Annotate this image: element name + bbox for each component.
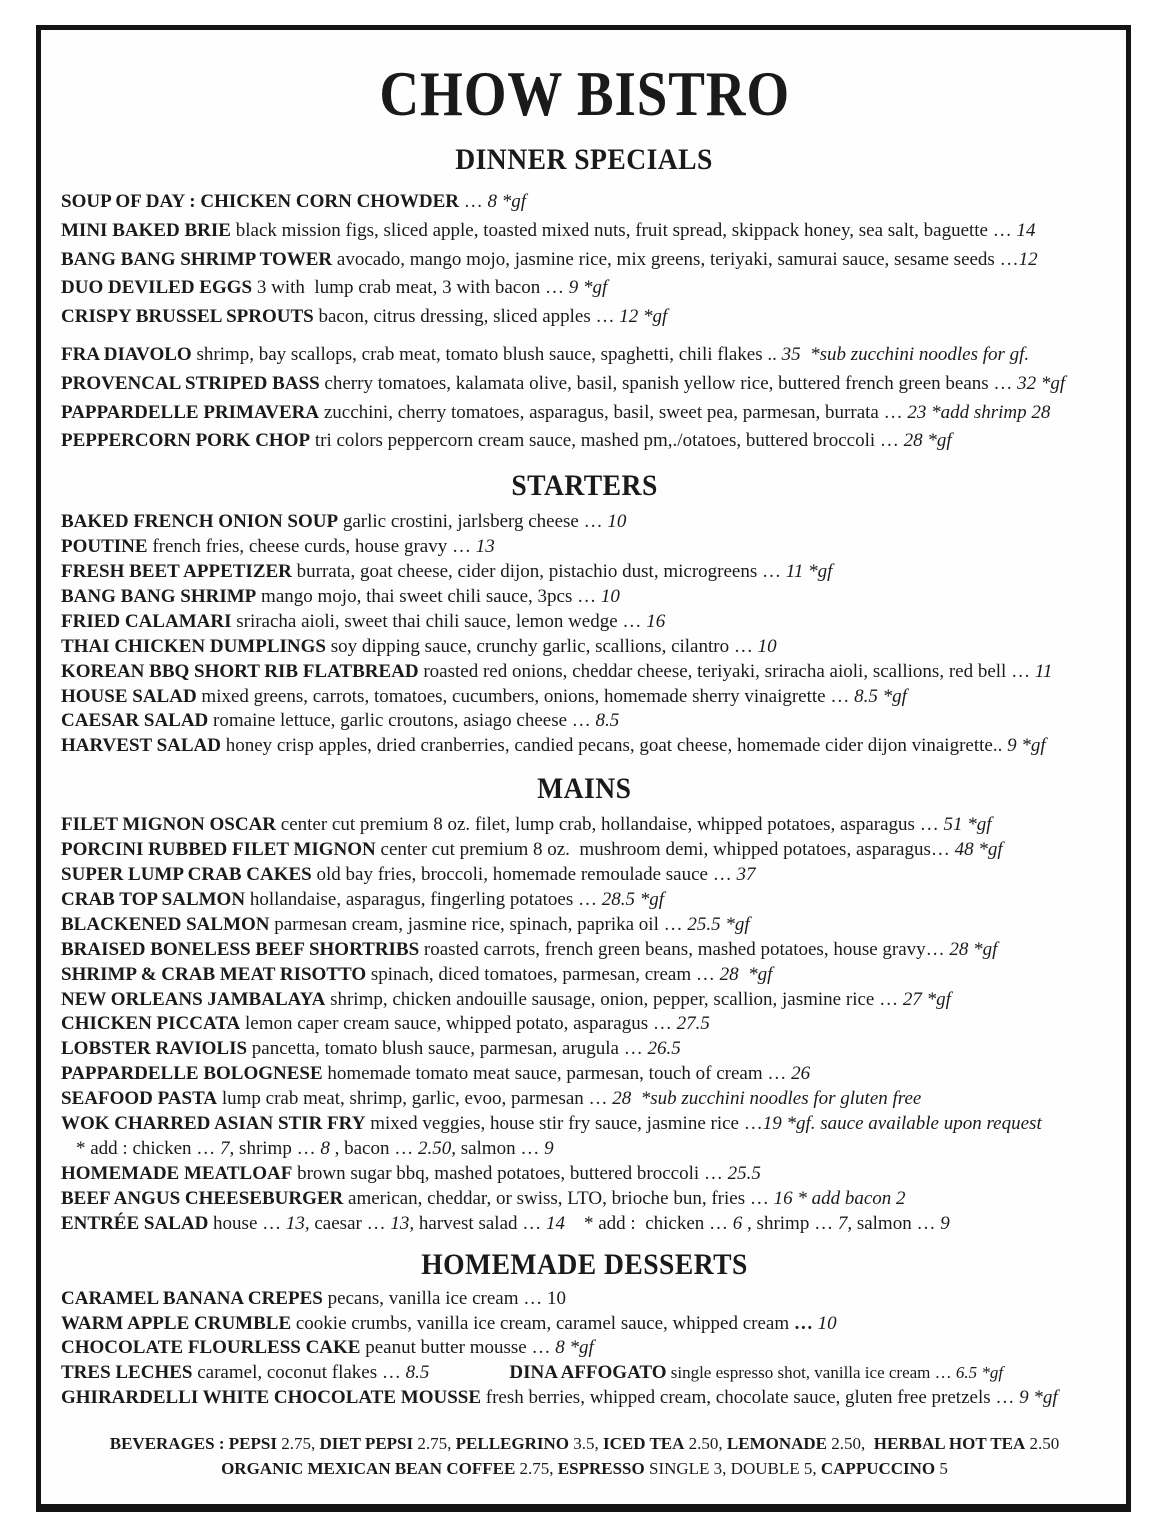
menu-text-segment: 2.75, xyxy=(515,1459,558,1479)
menu-text-segment: avocado, mango mojo, jasmine rice, mix greens, teriyaki, samurai sauce, sesame seeds … xyxy=(332,248,1019,270)
menu-text-segment: BEEF ANGUS CHEESEBURGER xyxy=(61,1187,344,1209)
menu-item-line xyxy=(61,1162,1108,1187)
menu-text-segment: pecans, vanilla ice cream … 10 xyxy=(322,1287,567,1309)
menu-item-line xyxy=(61,1312,1108,1337)
menu-text-segment: 8.5 xyxy=(405,1362,430,1384)
menu-text-segment: lump crab meat, shrimp, garlic, evoo, parmesan … xyxy=(217,1088,613,1110)
menu-text-segment: 13 xyxy=(475,536,495,558)
menu-item-line xyxy=(61,685,1108,710)
menu-item-line xyxy=(61,988,1108,1013)
menu-text-segment: SINGLE 3, DOUBLE 5, xyxy=(644,1459,821,1479)
menu-text-segment: TRES LECHES xyxy=(61,1362,193,1384)
menu-text-segment: honey crisp apples, dried cranberries, candied pecans, goat cheese, homemade cider dijon vinaigrette.. xyxy=(221,735,1008,757)
menu-text-segment: CRISPY BRUSSEL SPROUTS xyxy=(61,306,314,328)
menu-text-segment: mixed veggies, house stir fry sauce, jasmine rice … xyxy=(365,1113,763,1135)
menu-text-segment: WOK CHARRED ASIAN STIR FRY xyxy=(61,1113,366,1135)
menu-text-segment: 27 *gf xyxy=(902,988,951,1010)
menu-text-segment: POUTINE xyxy=(61,536,148,558)
menu-text-segment: 7, xyxy=(837,1212,853,1234)
menu-text-segment: 10 xyxy=(757,635,777,657)
menu-text-segment: 35 *sub zucchini noodles for gf. xyxy=(781,343,1030,365)
menu-item-line xyxy=(61,1062,1108,1087)
menu-text-segment: sriracha aioli, sweet thai chili sauce, lemon wedge … xyxy=(231,610,647,632)
menu-text-segment: 16 * add bacon 2 xyxy=(773,1187,906,1209)
menu-text-segment: 2.50, xyxy=(684,1434,727,1454)
menu-text-segment: DUO DEVILED EGGS xyxy=(61,277,253,299)
section-dinner-specials xyxy=(61,144,1108,456)
menu-text-segment: … xyxy=(458,191,488,212)
menu-text-segment: WARM APPLE CRUMBLE xyxy=(61,1312,292,1334)
menu-text-segment: BRAISED BONELESS BEEF SHORTRIBS xyxy=(61,938,420,960)
beverages-lines xyxy=(61,1431,1108,1481)
menu-text-segment: 9 *gf xyxy=(568,277,608,299)
menu-text-segment: , bacon … xyxy=(329,1138,418,1160)
menu-text-segment: DIET PEPSI xyxy=(319,1434,414,1454)
menu-text-segment: GHIRARDELLI WHITE CHOCOLATE MOUSSE xyxy=(61,1387,482,1409)
dinner-specials-heading: DINNER SPECIALS xyxy=(455,143,714,176)
menu-text-segment: 2.75, xyxy=(276,1434,320,1454)
menu-item-line xyxy=(61,1456,1108,1481)
menu-text-segment: PORCINI RUBBED FILET MIGNON xyxy=(61,839,376,861)
menu-item-line xyxy=(61,303,1108,332)
menu-item-line xyxy=(61,1361,1108,1386)
menu-text-segment: 6 xyxy=(732,1212,743,1234)
menu-text-segment: burrata, goat cheese, cider dijon, pistachio dust, microgreens … xyxy=(291,560,786,582)
menu-text-segment: 11 xyxy=(1034,660,1053,682)
menu-text-segment: shrimp, chicken andouille sausage, onion, pepper, scallion, jasmine rice … xyxy=(325,988,903,1010)
menu-text-segment: 37 xyxy=(736,864,756,886)
menu-text-segment: NEW ORLEANS JAMBALAYA xyxy=(61,988,326,1010)
menu-text-segment: SUPER LUMP CRAB CAKES xyxy=(61,864,312,886)
menu-text-segment: 2.50, xyxy=(417,1138,456,1160)
menu-text-segment: zucchini, cherry tomatoes, asparagus, basil, sweet pea, parmesan, burrata … xyxy=(319,401,908,423)
menu-text-segment: 32 *gf xyxy=(1017,372,1066,394)
menu-text-segment: 12 xyxy=(1018,248,1038,270)
menu-text-segment: bacon, citrus dressing, sliced apples … xyxy=(313,306,620,328)
menu-text-segment: 6.5 *gf xyxy=(955,1363,1004,1383)
menu-item-line xyxy=(61,585,1108,610)
menu-text-segment: 13, xyxy=(285,1212,310,1234)
menu-text-segment: hollandaise, asparagus, fingerling potatoes … xyxy=(245,888,602,910)
menu-text-segment: french fries, cheese curds, house gravy … xyxy=(147,536,476,558)
menu-text-segment: , shrimp … xyxy=(229,1138,321,1160)
menu-text-segment: cookie crumbs, vanilla ice cream, caramel sauce, whipped cream xyxy=(291,1312,794,1334)
menu-text-segment: brown sugar bbq, mashed potatoes, buttered broccoli … xyxy=(292,1162,728,1184)
menu-text-segment: pancetta, tomato blush sauce, parmesan, arugula … xyxy=(247,1038,648,1060)
menu-text-segment: american, cheddar, or swiss, LTO, brioche bun, fries … xyxy=(343,1187,774,1209)
menu-text-segment: 9 *gf xyxy=(1007,735,1046,757)
menu-text-segment: 5 xyxy=(935,1459,948,1479)
menu-text-segment: CAPPUCCINO xyxy=(820,1459,936,1479)
menu-text-segment: 27.5 xyxy=(676,1013,710,1035)
header xyxy=(61,58,1108,129)
menu-text-segment: THAI CHICKEN DUMPLINGS xyxy=(61,635,326,657)
starters-heading: STARTERS xyxy=(511,469,658,503)
menu-text-segment: DINA AFFOGATO xyxy=(509,1362,667,1384)
menu-text-segment: 10 xyxy=(607,511,627,533)
menu-text-segment: ENTRÉE SALAD xyxy=(61,1212,209,1234)
menu-item-line xyxy=(61,246,1108,275)
menu-text-segment: roasted red onions, cheddar cheese, teriyaki, sriracha aioli, scallions, red bell … xyxy=(418,660,1035,682)
menu-text-segment: HERBAL HOT TEA xyxy=(873,1434,1026,1454)
menu-text-segment: PROVENCAL STRIPED BASS xyxy=(61,372,320,394)
menu-text-segment: 12 *gf xyxy=(619,306,668,328)
menu-item-line xyxy=(61,274,1108,303)
menu-text-segment: 9 xyxy=(544,1138,554,1160)
menu-text-segment: 26 xyxy=(791,1063,811,1085)
menu-text-segment: soy dipping sauce, crunchy garlic, scallions, cilantro … xyxy=(325,635,758,657)
menu-text-segment: homemade tomato meat sauce, parmesan, touch of cream … xyxy=(322,1063,792,1085)
menu-item-line xyxy=(61,1012,1108,1037)
menu-text-segment: single espresso shot, vanilla ice cream … xyxy=(666,1363,956,1383)
menu-text-segment: KOREAN BBQ SHORT RIB FLATBREAD xyxy=(61,660,419,682)
section-starters xyxy=(61,470,1108,759)
menu-text-segment: 28 *gf xyxy=(719,963,773,985)
menu-text-segment: 13, xyxy=(390,1212,415,1234)
menu-text-segment: 9 *gf xyxy=(1019,1387,1058,1409)
menu-text-segment: CHOCOLATE FLOURLESS CAKE xyxy=(61,1337,361,1359)
desserts-heading: HOMEMADE DESSERTS xyxy=(421,1247,748,1281)
menu-item-line xyxy=(61,709,1108,734)
menu-text-segment: 16 xyxy=(646,610,666,632)
menu-text-segment: 14 xyxy=(546,1212,565,1234)
menu-item-line xyxy=(61,510,1108,535)
menu-text-segment: 11 *gf xyxy=(785,560,833,582)
menu-text-segment: fresh berries, whipped cream, chocolate sauce, gluten free pretzels … xyxy=(481,1387,1020,1409)
menu-text-segment: … xyxy=(793,1312,813,1334)
menu-text-segment: caesar … xyxy=(309,1212,391,1234)
menu-text-segment: 28.5 *gf xyxy=(601,888,665,910)
menu-item-line xyxy=(61,660,1108,685)
menu-text-segment: PEPPERCORN PORK CHOP xyxy=(61,430,311,452)
menu-text-segment: LOBSTER RAVIOLIS xyxy=(61,1038,248,1060)
menu-item-line xyxy=(61,813,1108,838)
menu-text-segment: 9 xyxy=(940,1212,950,1234)
menu-text-segment: BAKED FRENCH ONION SOUP xyxy=(61,511,339,533)
menu-text-segment: 2.50 xyxy=(1025,1434,1060,1454)
menu-text-segment: PELLEGRINO xyxy=(455,1434,569,1454)
menu-text-segment: garlic crostini, jarlsberg cheese … xyxy=(338,511,608,533)
menu-text-segment: 19 *gf. sauce available upon request xyxy=(762,1113,1042,1135)
menu-text-segment: 8 *gf xyxy=(555,1337,594,1359)
menu-text-segment: 8 xyxy=(320,1138,330,1160)
menu-item-line xyxy=(61,734,1108,759)
menu-page-border xyxy=(36,25,1131,1512)
menu-text-segment: HARVEST SALAD xyxy=(61,735,221,757)
menu-text-segment: SEAFOOD PASTA xyxy=(61,1088,218,1110)
menu-item-line xyxy=(61,370,1108,399)
menu-text-segment: 23 *add shrimp 28 xyxy=(907,401,1051,423)
menu-text-segment: 2.75, xyxy=(413,1434,456,1454)
menu-text-segment: 25.5 xyxy=(727,1162,761,1184)
menu-item-line xyxy=(61,1037,1108,1062)
menu-text-segment: FRESH BEET APPETIZER xyxy=(61,560,292,582)
menu-text-segment: 8.5 xyxy=(595,710,620,732)
menu-item-line xyxy=(61,1087,1108,1112)
menu-item-line xyxy=(61,1386,1108,1411)
menu-text-segment: 3.5, xyxy=(569,1434,603,1454)
menu-text-segment: old bay fries, broccoli, homemade remoulade sauce … xyxy=(311,864,737,886)
mains-heading: MAINS xyxy=(537,772,632,806)
menu-text-segment: ORGANIC MEXICAN BEAN COFFEE xyxy=(221,1459,516,1479)
menu-text-segment: mango mojo, thai sweet chili sauce, 3pcs … xyxy=(256,585,601,607)
menu-item-line xyxy=(61,1287,1108,1312)
menu-text-segment: PAPPARDELLE BOLOGNESE xyxy=(61,1063,323,1085)
menu-text-segment: black mission figs, sliced apple, toasted mixed nuts, fruit spread, skippack honey, sea salt, baguette … xyxy=(230,219,1017,241)
menu-text-segment: caramel, coconut flakes … xyxy=(192,1362,406,1384)
menu-text-segment: 7 xyxy=(220,1138,230,1160)
menu-text-segment: harvest salad … xyxy=(414,1212,546,1234)
menu-text-segment: * add : chicken … xyxy=(76,1138,221,1160)
menu-item-line xyxy=(61,560,1108,585)
menu-item-line xyxy=(61,888,1108,913)
section-desserts xyxy=(61,1249,1108,1412)
menu-text-segment: * add : chicken … xyxy=(565,1212,733,1234)
menu-text-segment: spinach, diced tomatoes, parmesan, cream … xyxy=(366,963,720,985)
desserts-items xyxy=(61,1287,1108,1412)
menu-text-segment: BANG BANG SHRIMP xyxy=(61,585,257,607)
menu-text-segment: 28 *gf xyxy=(949,938,998,960)
menu-text-segment: peanut butter mousse … xyxy=(360,1337,556,1359)
menu-text-segment: MINI BAKED BRIE xyxy=(61,219,231,241)
menu-item-line xyxy=(61,1112,1108,1137)
menu-text-segment: SHRIMP & CRAB MEAT RISOTTO xyxy=(61,963,367,985)
menu-text-segment: house … xyxy=(208,1212,286,1234)
menu-text-segment: 28 *sub zucchini noodles for gluten free xyxy=(612,1088,922,1110)
menu-text-segment: 51 *gf xyxy=(943,814,992,836)
menu-text-segment: lemon caper cream sauce, whipped potato, asparagus … xyxy=(240,1013,677,1035)
menu-text-segment: 28 *gf xyxy=(903,430,952,452)
menu-item-line xyxy=(61,1187,1108,1212)
menu-text-segment: shrimp, bay scallops, crab meat, tomato blush sauce, spaghetti, chili flakes .. xyxy=(191,343,782,365)
menu-text-segment: PAPPARDELLE PRIMAVERA xyxy=(61,401,320,423)
section-mains xyxy=(61,773,1108,1236)
mains-items xyxy=(61,813,1108,1236)
menu-text-segment: tri colors peppercorn cream sauce, mashed pm,./otatoes, buttered broccoli … xyxy=(310,430,904,452)
menu-text-segment: FRA DIAVOLO xyxy=(61,343,192,365)
menu-item-line xyxy=(61,341,1108,370)
menu-text-segment: center cut premium 8 oz. mushroom demi, whipped potatoes, asparagus… xyxy=(375,839,955,861)
menu-item-line xyxy=(61,610,1108,635)
menu-item-line xyxy=(61,838,1108,863)
menu-item-line xyxy=(61,1212,1108,1237)
menu-item-line xyxy=(61,635,1108,660)
menu-text-segment: LEMONADE xyxy=(726,1434,828,1454)
menu-text-segment: romaine lettuce, garlic croutons, asiago cheese … xyxy=(208,710,596,732)
menu-text-segment: CHICKEN PICCATA xyxy=(61,1013,241,1035)
menu-text-segment: ICED TEA xyxy=(603,1434,685,1454)
menu-text-segment: BEVERAGES : PEPSI xyxy=(109,1434,277,1454)
menu-text-segment: cherry tomatoes, kalamata olive, basil, spanish yellow rice, buttered french green beans … xyxy=(319,372,1018,394)
menu-text-segment: center cut premium 8 oz. filet, lump crab, hollandaise, whipped potatoes, asparagus … xyxy=(276,814,944,836)
menu-item-line xyxy=(61,1336,1108,1361)
menu-item-line xyxy=(61,1431,1108,1456)
menu-text-segment: , shrimp … xyxy=(742,1212,838,1234)
starters-items xyxy=(61,510,1108,759)
menu-text-segment: CARAMEL BANANA CREPES xyxy=(61,1287,323,1309)
restaurant-name: CHOW BISTRO xyxy=(379,58,790,129)
menu-item-line xyxy=(61,913,1108,938)
menu-text-segment: ESPRESSO xyxy=(557,1459,645,1479)
menu-text-segment: 48 *gf xyxy=(954,839,1003,861)
menu-item-line xyxy=(61,217,1108,246)
menu-text-segment: SOUP OF DAY : CHICKEN CORN CHOWDER xyxy=(61,191,459,212)
menu-text-segment: roasted carrots, french green beans, mashed potatoes, house gravy… xyxy=(419,938,950,960)
dinner-specials-items xyxy=(61,188,1108,456)
menu-text-segment: 2.50, xyxy=(827,1434,874,1454)
menu-item-line xyxy=(61,863,1108,888)
menu-text-segment: CAESAR SALAD xyxy=(61,710,209,732)
menu-text-segment: 10 xyxy=(600,585,620,607)
menu-text-segment: salmon … xyxy=(455,1138,545,1160)
menu-text-segment: salmon … xyxy=(852,1212,941,1234)
menu-text-segment: BANG BANG SHRIMP TOWER xyxy=(61,248,333,270)
menu-text-segment: 8.5 *gf xyxy=(854,685,907,707)
menu-item-line xyxy=(61,938,1108,963)
menu-text-segment: 25.5 *gf xyxy=(687,913,750,935)
menu-text-segment: BLACKENED SALMON xyxy=(61,913,270,935)
menu-text-segment: 8 *gf xyxy=(487,191,527,212)
beverages-footer xyxy=(61,1431,1108,1481)
menu-text-segment: parmesan cream, jasmine rice, spinach, paprika oil … xyxy=(269,913,688,935)
menu-text-segment: mixed greens, carrots, tomatoes, cucumbers, onions, homemade sherry vinaigrette … xyxy=(196,685,855,707)
menu-item-line xyxy=(61,963,1108,988)
menu-item-line xyxy=(61,188,1108,217)
menu-text-segment: 14 xyxy=(1016,219,1036,241)
menu-text-segment: CRAB TOP SALMON xyxy=(61,888,246,910)
menu-text-segment: 26.5 xyxy=(647,1038,681,1060)
menu-text-segment: FRIED CALAMARI xyxy=(61,610,232,632)
menu-item-line xyxy=(61,535,1108,560)
menu-text-segment: HOUSE SALAD xyxy=(61,685,197,707)
menu-item-line xyxy=(61,399,1108,428)
menu-text-segment: 3 with lump crab meat, 3 with bacon … xyxy=(252,277,569,299)
menu-text-segment: 10 xyxy=(817,1312,837,1334)
menu-item-line xyxy=(61,1137,1108,1162)
menu-item-line xyxy=(61,427,1108,456)
menu-text-segment: HOMEMADE MEATLOAF xyxy=(61,1162,293,1184)
menu-text-segment: FILET MIGNON OSCAR xyxy=(61,814,277,836)
